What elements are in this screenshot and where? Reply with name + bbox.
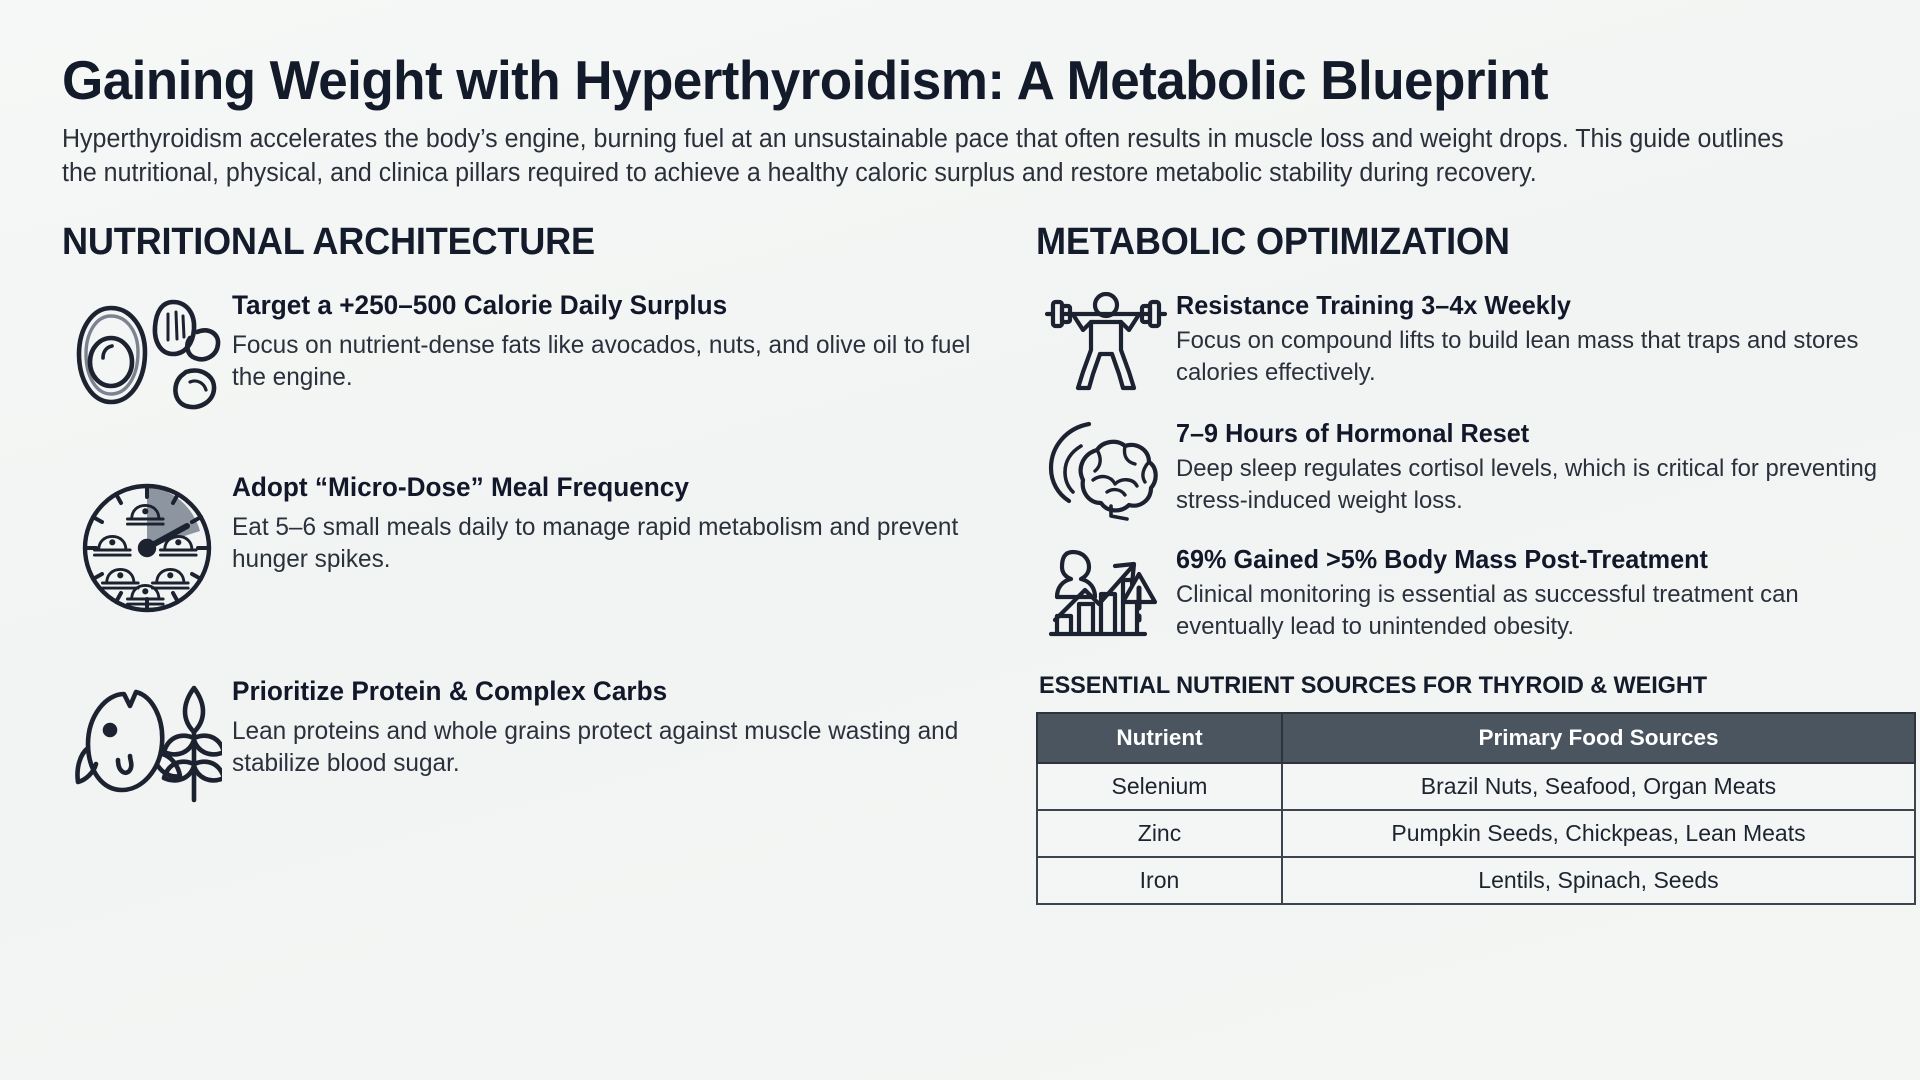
table-caption: ESSENTIAL NUTRIENT SOURCES FOR THYROID & WEIGHT [1039, 672, 1708, 699]
table-row [1037, 857, 1915, 904]
feature-title: 69% Gained >5% Body Mass Post-Treatment [1176, 544, 1708, 574]
cell-nutrient: Iron [1037, 857, 1282, 904]
cell-sources: Lentils, Spinach, Seeds [1282, 857, 1915, 904]
metabolic-optimization-column [1036, 221, 1916, 905]
page-subtitle: Hyperthyroidism accelerates the body’s engine, burning fuel at an unsustainable pace that often results in muscle loss and weight drops. This guide outlines the nutritional, physical, and clinica pillars required to achieve a healthy caloric surplus and restore metabolic stability during recovery. [62, 125, 1784, 188]
cell-sources: Brazil Nuts, Seafood, Organ Meats [1282, 763, 1915, 810]
cell-nutrient: Zinc [1037, 810, 1282, 857]
feature-sleep-reset [1036, 418, 1916, 522]
feature-text [232, 290, 992, 394]
avocado-nuts-icon [62, 290, 232, 414]
feature-clinical-monitoring [1036, 544, 1916, 650]
cell-nutrient: Selenium [1037, 763, 1282, 810]
fish-wheat-icon [62, 676, 232, 807]
feature-text [232, 676, 992, 780]
table-row [1037, 810, 1915, 857]
table-row [1037, 763, 1915, 810]
section-heading-nutritional: NUTRITIONAL ARCHITECTURE [62, 221, 595, 263]
nutrient-sources-table [1036, 712, 1916, 905]
feature-calorie-surplus [62, 290, 992, 414]
column-header-nutrient: Nutrient [1037, 713, 1282, 763]
feature-title: Target a +250–500 Calorie Daily Surplus [232, 290, 728, 320]
moon-brain-icon [1036, 418, 1176, 522]
cell-sources: Pumpkin Seeds, Chickpeas, Lean Meats [1282, 810, 1915, 857]
feature-description: Clinical monitoring is essential as successful treatment can eventually lead to unintended obesity. [1176, 580, 1799, 640]
feature-description: Lean proteins and whole grains protect against muscle wasting and stabilize blood sugar. [232, 716, 959, 778]
feature-title: 7–9 Hours of Hormonal Reset [1176, 418, 1530, 448]
growth-chart-warning-icon [1036, 544, 1176, 650]
page-title: Gaining Weight with Hyperthyroidism: A Metabolic Blueprint [62, 49, 1549, 111]
section-heading-metabolic: METABOLIC OPTIMIZATION [1036, 221, 1510, 263]
content-columns [62, 221, 1878, 905]
meal-clock-icon [62, 472, 232, 618]
feature-description: Eat 5–6 small meals daily to manage rapid metabolism and prevent hunger spikes. [232, 512, 959, 574]
feature-text [1176, 544, 1916, 642]
feature-title: Prioritize Protein & Complex Carbs [232, 676, 668, 706]
column-header-sources: Primary Food Sources [1282, 713, 1915, 763]
feature-description: Focus on nutrient-dense fats like avocados, nuts, and olive oil to fuel the engine. [232, 330, 971, 392]
feature-text [1176, 290, 1916, 388]
feature-text [232, 472, 992, 576]
feature-meal-frequency [62, 472, 992, 618]
feature-description: Deep sleep regulates cortisol levels, which is critical for preventing stress-induced weight loss. [1176, 454, 1878, 514]
feature-resistance-training [1036, 290, 1916, 396]
nutritional-architecture-column [62, 221, 992, 905]
feature-description: Focus on compound lifts to build lean mass that traps and stores calories effectively. [1176, 326, 1859, 386]
feature-text [1176, 418, 1916, 516]
feature-protein-carbs [62, 676, 992, 807]
weightlifter-icon [1036, 290, 1176, 396]
feature-title: Adopt “Micro-Dose” Meal Frequency [232, 472, 689, 502]
feature-title: Resistance Training 3–4x Weekly [1176, 290, 1571, 320]
table-header-row [1037, 713, 1915, 763]
